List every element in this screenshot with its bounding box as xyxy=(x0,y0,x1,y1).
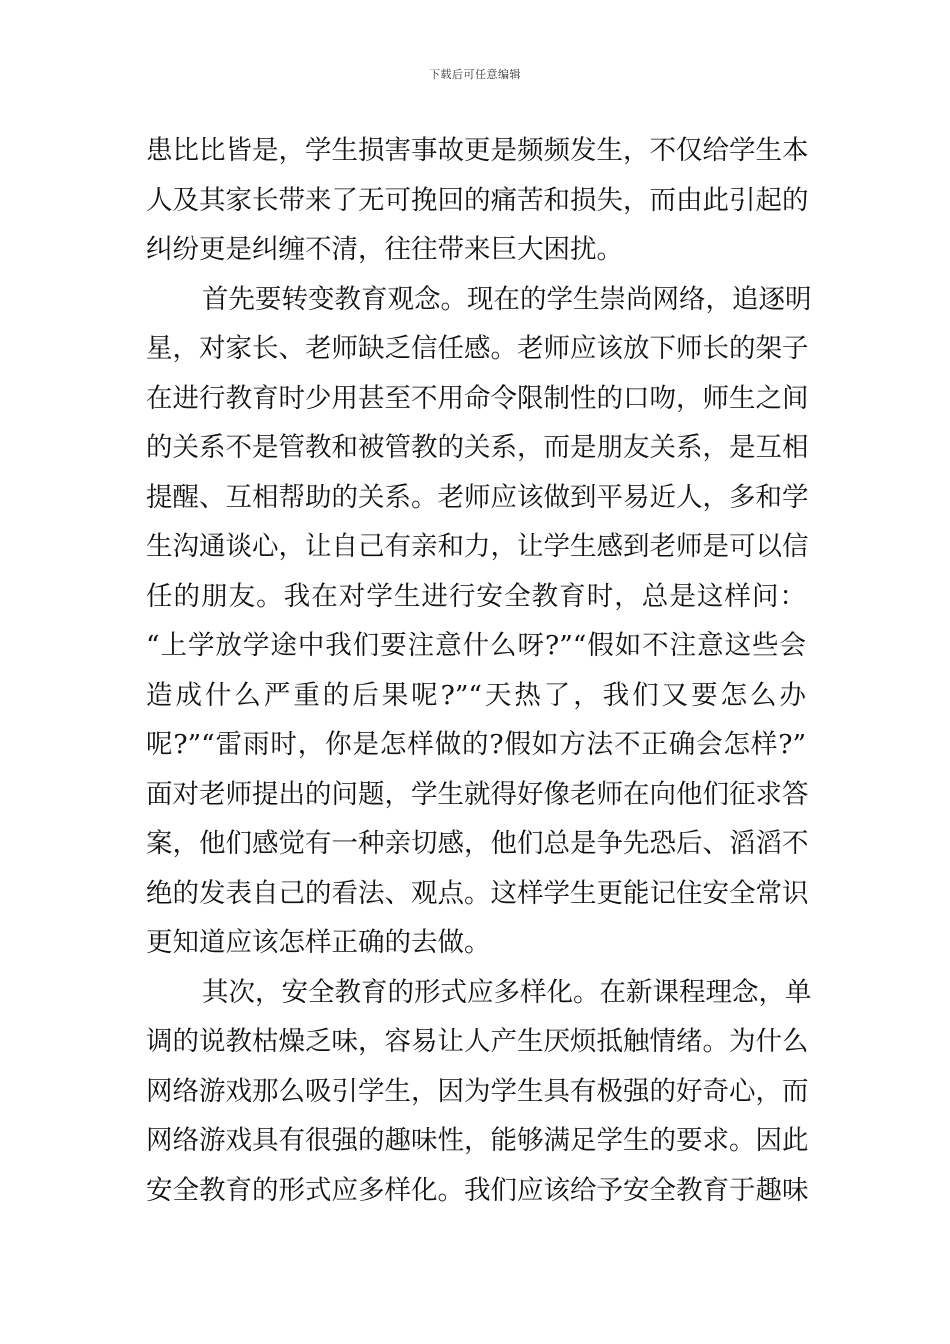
text-line: 呢?”“雷雨时，你是怎样做的?假如方法不正确会怎样?” xyxy=(146,729,806,760)
page-header: 下载后可任意编辑 xyxy=(429,68,521,81)
text-line: 人及其家长带来了无可挽回的痛苦和损失，而由此引起的 xyxy=(146,184,809,216)
text-line: 纠纷更是纠缠不清，往往带来巨大困扰。 xyxy=(146,234,623,265)
text-line: 面对老师提出的问题，学生就得好像老师在向他们征求答 xyxy=(146,778,809,810)
text-line: 造成什么严重的后果呢?”“天热了，我们又要怎么办 xyxy=(146,679,806,711)
text-line: 在进行教育时少用甚至不用命令限制性的口吻，师生之间 xyxy=(146,382,809,414)
text-line: 生沟通谈心，让自己有亲和力，让学生感到老师是可以信 xyxy=(146,531,809,562)
text-line: 更知道应该怎样正确的去做。 xyxy=(146,927,491,958)
text-line: 提醒、互相帮助的关系。老师应该做到平易近人，多和学 xyxy=(146,481,809,513)
text-line: 绝的发表自己的看法、观点。这样学生更能记住安全常识 xyxy=(146,877,809,909)
body-text xyxy=(146,126,812,1215)
text-line: 网络游戏具有很强的趣味性，能够满足学生的要求。因此 xyxy=(146,1125,809,1156)
text-line: 任的朋友。我在对学生进行安全教育时，总是这样问： xyxy=(146,580,806,612)
text-line: 首先要转变教育观念。现在的学生崇尚网络，追逐明 xyxy=(202,283,812,315)
text-line: 调的说教枯燥乏味，容易让人产生厌烦抵触情绪。为什么 xyxy=(146,1026,809,1057)
text-line: 患比比皆是，学生损害事故更是频频发生，不仅给学生本 xyxy=(146,135,809,166)
text-line: 的关系不是管教和被管教的关系，而是朋友关系，是互相 xyxy=(146,432,809,463)
text-line: “上学放学途中我们要注意什么呀?”“假如不注意这些会 xyxy=(146,630,806,661)
text-line: 网络游戏那么吸引学生，因为学生具有极强的好奇心，而 xyxy=(146,1075,809,1107)
text-line: 安全教育的形式应多样化。我们应该给予安全教育于趣味 xyxy=(146,1174,809,1206)
text-line: 案，他们感觉有一种亲切感，他们总是争先恐后、滔滔不 xyxy=(146,828,809,859)
text-line: 星，对家长、老师缺乏信任感。老师应该放下师长的架子 xyxy=(146,333,809,364)
text-line: 其次，安全教育的形式应多样化。在新课程理念，单 xyxy=(202,976,812,1008)
